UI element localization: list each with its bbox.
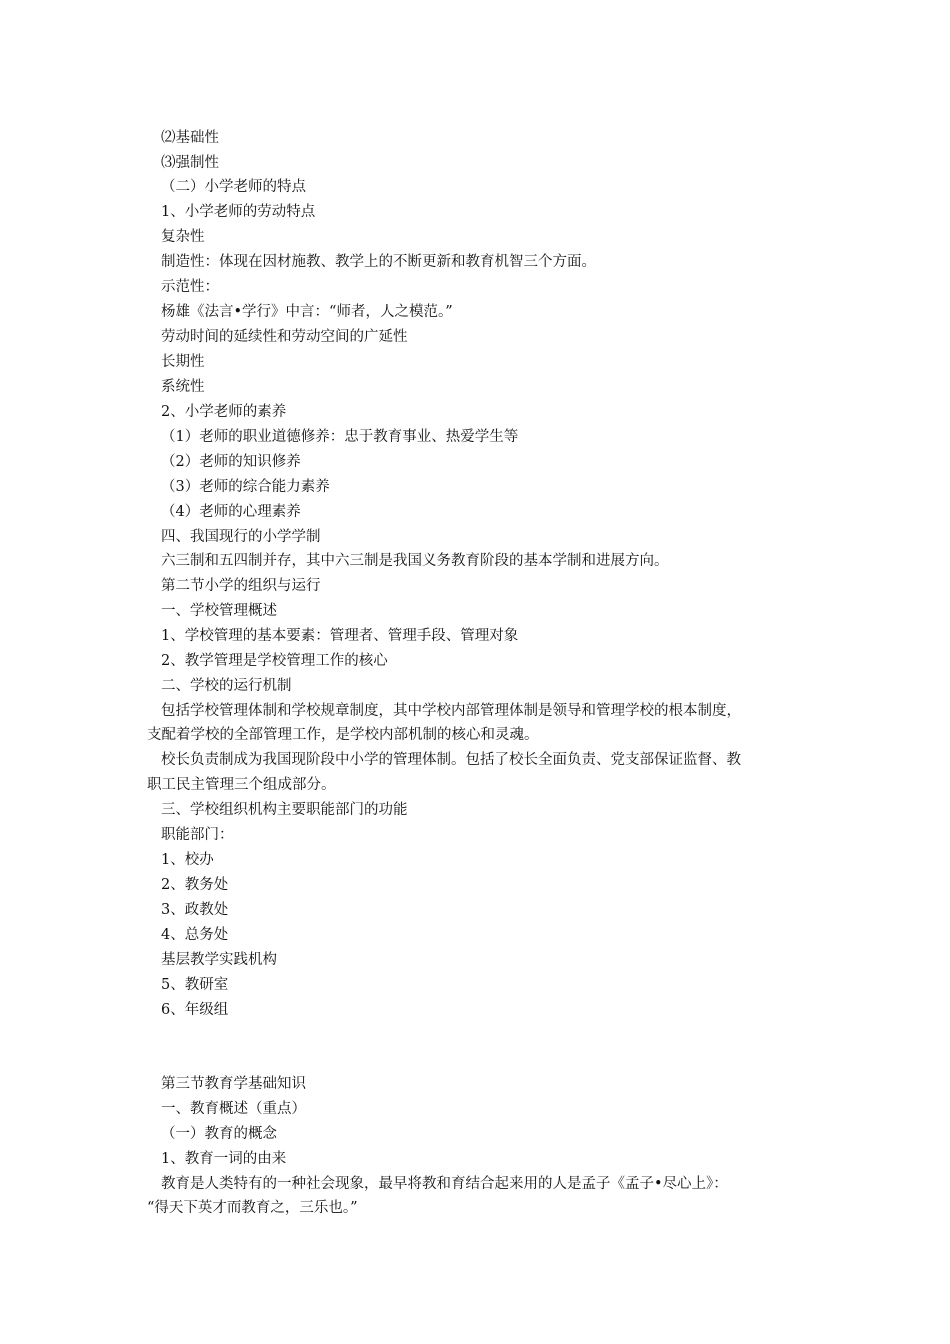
text-line: 系统性: [161, 379, 205, 395]
text-line: 制造性：体现在因材施教、教学上的不断更新和教育机智三个方面。: [161, 254, 596, 270]
quote-line: 杨雄《法言•学行》中言：“师者，人之模范。”: [161, 304, 453, 320]
text-line: 1、校办: [161, 852, 214, 868]
chapter-heading: 第二节小学的组织与运行: [161, 578, 321, 594]
text-line: （3）老师的综合能力素养: [161, 479, 330, 495]
text-line: （1）老师的职业道德修养：忠于教育事业、热爱学生等: [161, 429, 519, 445]
text-line: 劳动时间的延续性和劳动空间的广延性: [161, 329, 408, 345]
text-line: 4、总务处: [161, 927, 229, 943]
subsection-heading: 2、小学老师的素养: [161, 404, 287, 420]
paragraph-first-line: 校长负责制成为我国现阶段中小学的管理体制。包括了校长全面负责、党支部保证监督、教: [161, 752, 741, 768]
text-line: 1、学校管理的基本要素：管理者、管理手段、管理对象: [161, 628, 519, 644]
section-heading: 一、学校管理概述: [161, 603, 277, 619]
text-line: 3、政教处: [161, 902, 229, 918]
text-line: ⑶强制性: [161, 155, 219, 171]
text-line: 1、教育一词的由来: [161, 1151, 287, 1167]
paragraph-continuation: “得天下英才而教育之，三乐也。”: [147, 1200, 358, 1216]
section-heading: 三、学校组织机构主要职能部门的功能: [161, 802, 408, 818]
subsection-heading: 1、小学老师的劳动特点: [161, 204, 316, 220]
text-line: ⑵基础性: [161, 130, 219, 146]
section-heading: 四、我国现行的小学学制: [161, 529, 321, 545]
chapter-heading: 第三节教育学基础知识: [161, 1076, 306, 1092]
paragraph-first-line: 教育是人类特有的一种社会现象，最早将教和育结合起来用的人是孟子《孟子•尽心上》：: [161, 1176, 728, 1192]
subsection-heading: （一）教育的概念: [161, 1126, 277, 1142]
text-line: 六三制和五四制并存，其中六三制是我国义务教育阶段的基本学制和进展方向。: [161, 553, 669, 569]
text-line: 职能部门：: [161, 827, 234, 843]
section-heading: 二、学校的运行机制: [161, 678, 292, 694]
text-line: 6、年级组: [161, 1002, 229, 1018]
text-line: 5、教研室: [161, 977, 229, 993]
text-line: 复杂性: [161, 229, 205, 245]
text-line: 2、教学管理是学校管理工作的核心: [161, 653, 388, 669]
section-heading: 一、教育概述（重点）: [161, 1101, 306, 1117]
paragraph-continuation: 支配着学校的全部管理工作，是学校内部机制的核心和灵魂。: [147, 727, 539, 743]
text-line: 基层教学实践机构: [161, 952, 277, 968]
text-line: （4）老师的心理素养: [161, 504, 301, 520]
text-line: 2、教务处: [161, 877, 229, 893]
section-heading: （二）小学老师的特点: [161, 179, 306, 195]
text-line: （2）老师的知识修养: [161, 454, 301, 470]
text-line: 长期性: [161, 354, 205, 370]
text-line: 示范性：: [161, 279, 219, 295]
paragraph-continuation: 职工民主管理三个组成部分。: [147, 777, 336, 793]
paragraph-first-line: 包括学校管理体制和学校规章制度，其中学校内部管理体制是领导和管理学校的根本制度，: [161, 703, 741, 719]
